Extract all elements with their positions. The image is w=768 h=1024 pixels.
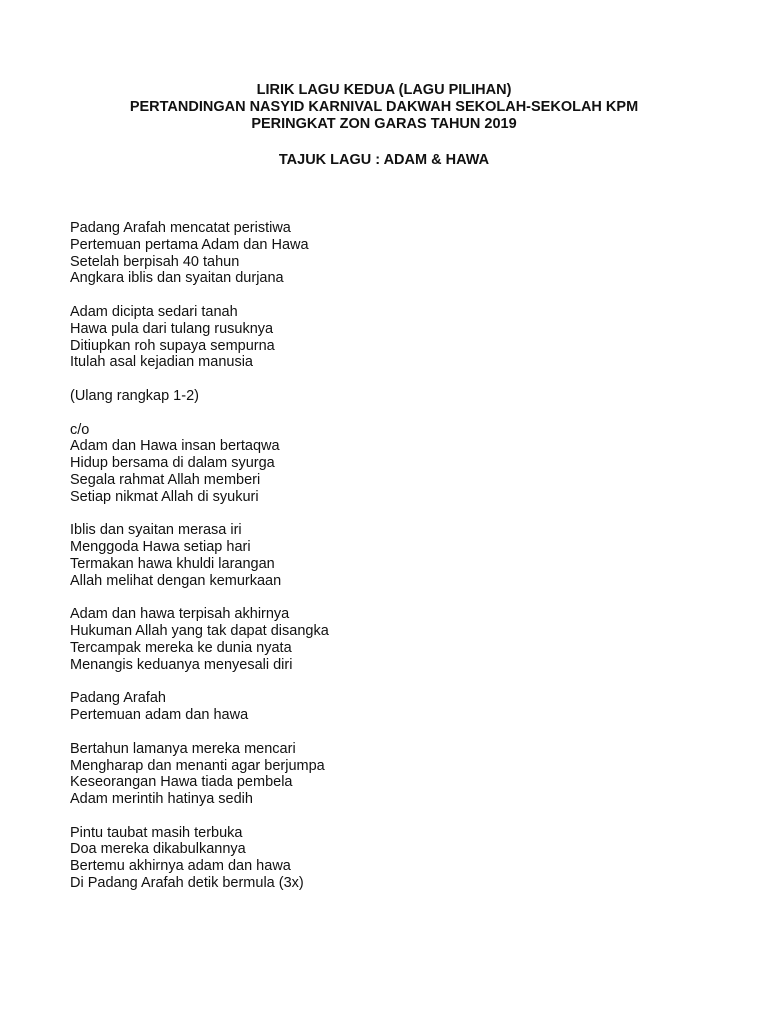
stanza-1 — [70, 220, 670, 287]
chorus-marker: c/o — [70, 421, 90, 438]
lyric-line: Segala rahmat Allah memberi — [70, 471, 261, 488]
lyric-line: Adam dan hawa terpisah akhirnya — [70, 606, 290, 623]
lyric-line: Itulah asal kejadian manusia — [70, 354, 253, 371]
lyric-line: Setiap nikmat Allah di syukuri — [70, 488, 259, 505]
lyric-line: Menggoda Hawa setiap hari — [70, 539, 251, 556]
lyric-line: Padang Arafah mencatat peristiwa — [70, 220, 291, 236]
lyrics-body — [70, 220, 670, 909]
lyric-line: Tercampak mereka ke dunia nyata — [70, 639, 292, 656]
lyric-line: Adam dan Hawa insan bertaqwa — [70, 438, 280, 455]
lyric-line: Iblis dan syaitan merasa iri — [70, 522, 242, 539]
stanza-chorus — [70, 422, 670, 506]
lyric-line: Adam dicipta sedari tanah — [70, 303, 238, 320]
lyric-line: Doa mereka dikabulkannya — [70, 841, 246, 858]
lyric-line: Allah melihat dengan kemurkaan — [70, 572, 282, 589]
stanza-6 — [70, 690, 670, 724]
stanza-7 — [70, 741, 670, 808]
lyric-line: Hukuman Allah yang tak dapat disangka — [70, 623, 329, 640]
lyric-line: Bertemu akhirnya adam dan hawa — [70, 858, 291, 875]
header-line-2: PERTANDINGAN NASYID KARNIVAL DAKWAH SEKOLAH-SEKOLAH KPM — [129, 99, 639, 115]
lyric-line: Keseorangan Hawa tiada pembela — [70, 774, 293, 791]
lyric-line: Setelah berpisah 40 tahun — [70, 253, 240, 270]
lyric-line: Hawa pula dari tulang rusuknya — [70, 320, 274, 337]
lyric-line: Angkara iblis dan syaitan durjana — [70, 270, 284, 287]
lyric-line: Bertahun lamanya mereka mencari — [70, 740, 296, 757]
stanza-repeat-note — [70, 388, 670, 405]
header-line-3: PERINGKAT ZON GARAS TAHUN 2019 — [251, 116, 517, 132]
song-title: TAJUK LAGU : ADAM & HAWA — [278, 152, 490, 168]
lyric-line: Pertemuan pertama Adam dan Hawa — [70, 236, 309, 253]
lyric-line: (Ulang rangkap 1-2) — [70, 387, 199, 404]
lyric-line: Adam merintih hatinya sedih — [70, 791, 253, 808]
document-header — [0, 82, 768, 133]
stanza-8 — [70, 825, 670, 892]
lyric-line: Pertemuan adam dan hawa — [70, 707, 249, 724]
lyric-line: Mengharap dan menanti agar berjumpa — [70, 757, 325, 774]
lyric-line: Ditiupkan roh supaya sempurna — [70, 337, 275, 354]
stanza-4 — [70, 522, 670, 589]
lyric-line: Menangis keduanya menyesali diri — [70, 656, 293, 673]
lyric-line: Di Padang Arafah detik bermula (3x) — [70, 875, 304, 892]
stanza-2 — [70, 304, 670, 371]
lyric-line: Pintu taubat masih terbuka — [70, 824, 243, 841]
lyric-line: Padang Arafah — [70, 690, 166, 707]
stanza-5 — [70, 606, 670, 673]
header-line-1: LIRIK LAGU KEDUA (LAGU PILIHAN) — [256, 82, 512, 98]
lyric-line: Hidup bersama di dalam syurga — [70, 455, 275, 472]
lyric-line: Termakan hawa khuldi larangan — [70, 555, 275, 572]
